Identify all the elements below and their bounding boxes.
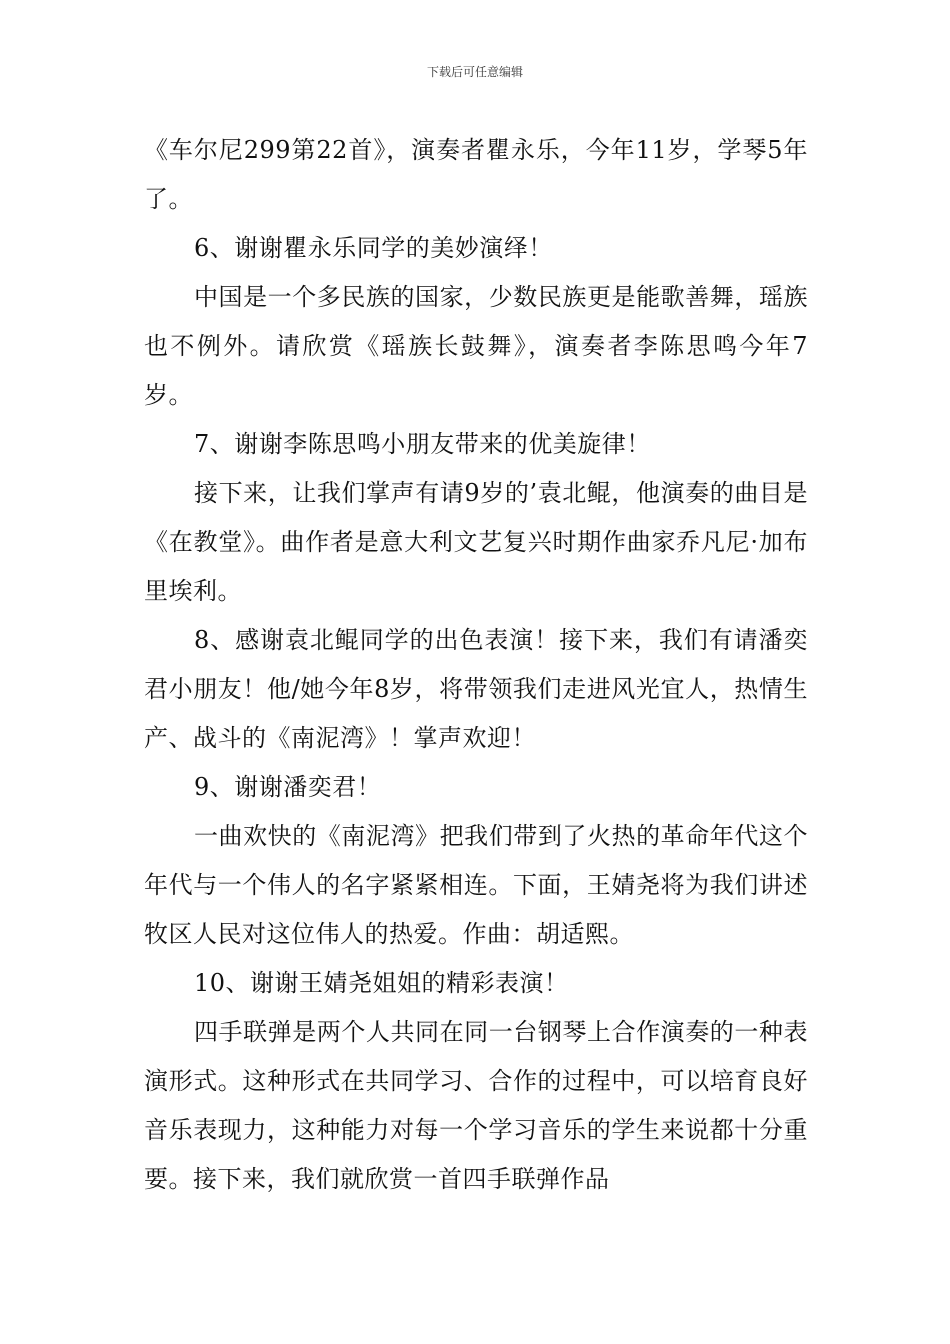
paragraph-2: 6、谢谢瞿永乐同学的美妙演绎！ [194,234,553,262]
paragraph-1: 《车尔尼299第22首》，演奏者瞿永乐，今年11岁，学琴5年了。 [144,136,808,213]
document-body [144,126,808,1204]
paragraph-9: 10、谢谢王婧尧姐姐的精彩表演！ [194,969,569,997]
paragraph-6: 8、感谢袁北鲲同学的出色表演！接下来，我们有请潘奕君小朋友！他/她今年8岁，将带领我们走进风光宜人，热情生产、战斗的《南泥湾》！掌声欢迎！ [144,626,808,752]
paragraph-7: 9、谢谢潘奕君！ [194,773,382,801]
paragraph-10: 四手联弹是两个人共同在同一台钢琴上合作演奏的一种表演形式。这种形式在共同学习、合作的过程中，可以培育良好音乐表现力，这种能力对每一个学习音乐的学生来说都十分重要。接下来，我们就欣赏一首四手联弹作品 [144,1018,808,1193]
page-header: 下载后可任意编辑 [426,65,523,79]
paragraph-5: 接下来，让我们掌声有请9岁的’袁北鲲，他演奏的曲目是《在教堂》。曲作者是意大利文艺复兴时期作曲家乔凡尼·加布里埃利。 [144,479,808,605]
paragraph-3: 中国是一个多民族的国家，少数民族更是能歌善舞，瑶族也不例外。请欣赏《瑶族长鼓舞》，演奏者李陈思鸣今年7岁。 [144,283,808,409]
paragraph-8: 一曲欢快的《南泥湾》把我们带到了火热的革命年代这个年代与一个伟人的名字紧紧相连。下面，王婧尧将为我们讲述牧区人民对这位伟人的热爱。作曲：胡适熙。 [144,822,808,948]
paragraph-4: 7、谢谢李陈思鸣小朋友带来的优美旋律！ [194,430,651,458]
